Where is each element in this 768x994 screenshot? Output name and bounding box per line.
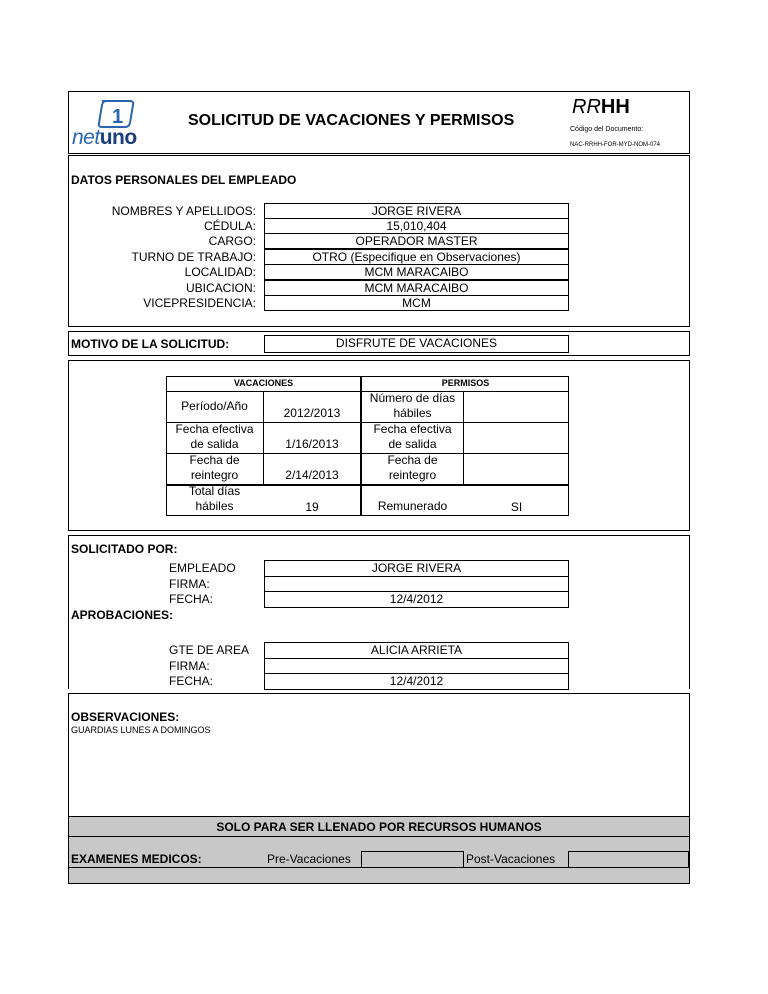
field-value-cargo[interactable]: OPERADOR MASTER (264, 233, 569, 249)
netuno-logo (72, 97, 164, 151)
pre-vacaciones-field[interactable] (361, 851, 464, 868)
vac-label-reintegro-2: reintegro (190, 468, 239, 482)
svg-text:1: 1 (112, 106, 124, 128)
vac-label-total-2: hábiles (195, 499, 234, 513)
perm-label-remunerado: Remunerado (377, 499, 448, 513)
doc-code: NAC-RRHH-FOR-MYD-NOM-074 (570, 142, 660, 148)
field-label-turno: TURNO DE TRABAJO: (131, 250, 256, 264)
motivo-label: MOTIVO DE LA SOLICITUD: (71, 337, 230, 351)
aprobaciones-fecha-value[interactable]: 12/4/2012 (264, 673, 569, 690)
vac-label-reintegro-1: Fecha de (189, 453, 240, 467)
rrhh-band-divider (69, 836, 689, 837)
logo-text-uno: uno (99, 126, 137, 149)
vac-value-total[interactable]: 19 (305, 500, 319, 514)
permisos-header: PERMISOS (441, 378, 490, 388)
post-vacaciones-field[interactable] (568, 851, 689, 868)
empleado-value[interactable]: JORGE RIVERA (264, 560, 569, 577)
personal-section-title: DATOS PERSONALES DEL EMPLEADO (71, 173, 297, 187)
vac-label-total-1: Total días (188, 484, 241, 498)
vac-value-salida[interactable]: 1/16/2013 (285, 437, 339, 451)
logo-text-net: net (72, 126, 100, 149)
aprobaciones-fecha-label: FECHA: (169, 674, 214, 688)
field-label-cargo: CARGO: (208, 234, 256, 248)
examenes-label: EXAMENES MEDICOS: (71, 852, 202, 866)
perm-label-dias-2: hábiles (393, 406, 432, 420)
perm-label-salida-1: Fecha efectiva (373, 422, 452, 436)
dept-label (572, 96, 630, 118)
motivo-value[interactable]: DISFRUTE DE VACACIONES (264, 335, 569, 353)
perm-label-reintegro-2: reintegro (388, 468, 437, 482)
grid-right-label-divider (463, 392, 464, 485)
vac-label-salida-2: de salida (190, 437, 239, 451)
form-title: SOLICITUD DE VACACIONES Y PERMISOS (188, 112, 515, 129)
vacaciones-header: VACACIONES (233, 378, 294, 388)
field-label-vicepresidencia: VICEPRESIDENCIA: (143, 296, 256, 310)
perm-label-dias-1: Número de días (369, 391, 456, 405)
doc-code-label: Código del Documento: (570, 126, 644, 133)
perm-value-remunerado[interactable]: SI (510, 500, 523, 514)
empleado-label: EMPLEADO (169, 561, 236, 575)
aprobaciones-firma-value[interactable] (264, 658, 569, 674)
dept-label-rr: RR (572, 96, 601, 118)
field-label-localidad: LOCALIDAD: (184, 265, 256, 279)
field-value-cedula[interactable]: 15,010,404 (264, 218, 569, 234)
post-vacaciones-label: Post-Vacaciones (466, 852, 556, 866)
field-label-nombres: NOMBRES Y APELLIDOS: (111, 204, 256, 218)
solicitado-fecha-label: FECHA: (169, 592, 214, 606)
solicitado-title: SOLICITADO POR: (71, 542, 178, 556)
gte-value[interactable]: ALICIA ARRIETA (264, 642, 569, 659)
vac-value-periodo[interactable]: 2012/2013 (283, 406, 341, 420)
rrhh-band-title: SOLO PARA SER LLENADO POR RECURSOS HUMANOS (216, 820, 542, 834)
field-value-nombres[interactable]: JORGE RIVERA (264, 203, 569, 219)
perm-label-salida-2: de salida (388, 437, 437, 451)
solicitado-firma-value[interactable] (264, 576, 569, 592)
observaciones-title: OBSERVACIONES: (71, 710, 180, 724)
vac-value-reintegro[interactable]: 2/14/2013 (285, 468, 339, 482)
vac-label-periodo: Período/Año (181, 399, 248, 413)
observaciones-text[interactable]: GUARDIAS LUNES A DOMINGOS (71, 725, 211, 735)
solicitado-fecha-value[interactable]: 12/4/2012 (264, 591, 569, 608)
field-label-ubicacion: UBICACION: (185, 281, 256, 295)
dept-label-hh: HH (600, 96, 630, 118)
pre-vacaciones-label: Pre-Vacaciones (267, 852, 351, 866)
field-value-localidad[interactable]: MCM MARACAIBO (264, 264, 569, 280)
aprobaciones-firma-label: FIRMA: (169, 659, 210, 673)
field-label-cedula: CÉDULA: (203, 219, 256, 233)
field-value-turno[interactable]: OTRO (Especifique en Observaciones) (264, 249, 569, 265)
solicitado-firma-label: FIRMA: (169, 577, 210, 591)
field-value-vicepresidencia[interactable]: MCM (264, 295, 569, 311)
aprobaciones-title: APROBACIONES: (71, 608, 174, 622)
perm-label-reintegro-1: Fecha de (387, 453, 438, 467)
field-value-ubicacion[interactable]: MCM MARACAIBO (264, 280, 569, 296)
gte-label: GTE DE AREA (169, 643, 250, 657)
vac-label-salida-1: Fecha efectiva (175, 422, 254, 436)
